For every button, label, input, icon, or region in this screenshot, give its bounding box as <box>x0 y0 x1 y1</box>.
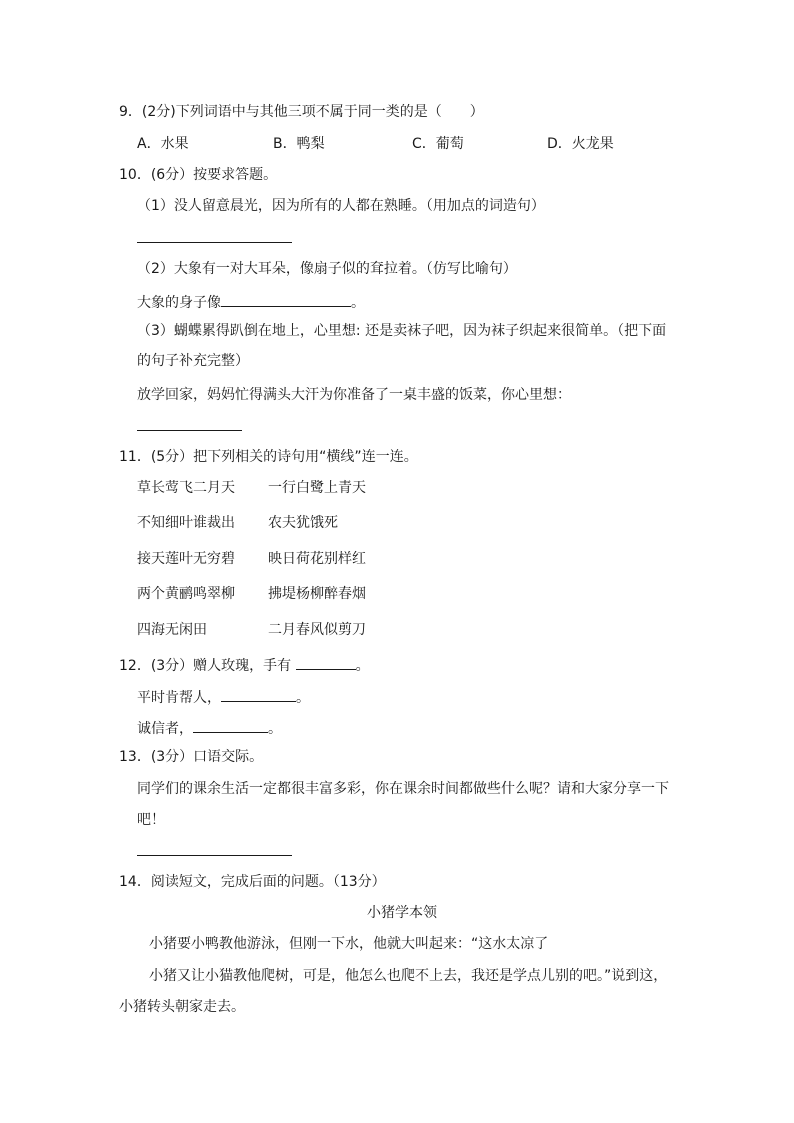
q12-blank-3[interactable] <box>193 716 268 733</box>
q13-body-line1: 同学们的课余生活一定都很丰富多彩，你在课余时间都做些什么呢？请和大家分享一下 <box>137 781 669 797</box>
q9-option-a: A．水果 <box>137 136 189 152</box>
q9-option-c: C．葡萄 <box>412 136 464 152</box>
q11-right-5[interactable]: 二月春风似剪刀 <box>268 622 366 638</box>
q10-sub3-line1: （3）蝴蝶累得趴倒在地上，心里想: 还是卖袜子吧，因为袜子织起来很简单。（把下面 <box>137 323 667 339</box>
q9-stem: 9．(2分)下列词语中与其他三项不属于同一类的是（ ） <box>119 104 484 120</box>
q12-line3-suffix: 。 <box>268 721 282 737</box>
q14-para1: 小猪要小鸭教他游泳，但刚一下水，他就大叫起来：“这水太凉了 <box>149 936 549 952</box>
q12-stem-suffix: 。 <box>355 658 370 674</box>
q10-sub3-line2: 的句子补充完整） <box>137 353 249 369</box>
q11-left-3[interactable]: 接天莲叶无穷碧 <box>137 551 235 567</box>
q9-option-b: B．鸭梨 <box>273 136 325 152</box>
q12-stem <box>119 653 370 676</box>
q11-right-2[interactable]: 农夫犹饿死 <box>268 515 338 531</box>
q14-para2-line1: 小猪又让小猫教他爬树，可是，他怎么也爬不上去，我还是学点儿别的吧。”说到这， <box>149 968 668 984</box>
q12-stem-prefix: 12．(3分）赠人玫瑰，手有 <box>119 658 296 674</box>
q10-sub2: （2）大象有一对大耳朵，像扇子似的耷拉着。（仿写比喻句） <box>137 261 517 277</box>
q14-para2-line2: 小猪转头朝家走去。 <box>119 999 245 1015</box>
q10-stem: 10．(6分）按要求答题。 <box>119 167 278 183</box>
q11-stem: 11．(5分）把下列相关的诗句用“横线”连一连。 <box>119 449 418 465</box>
q10-sub2-blank[interactable] <box>221 290 351 307</box>
q12-line3 <box>137 716 282 739</box>
q11-right-3[interactable]: 映日荷花别样红 <box>268 551 366 567</box>
q10-sub3-prompt: 放学回家，妈妈忙得满头大汗为你准备了一桌丰盛的饭菜，你心里想： <box>137 387 571 403</box>
q12-blank-1[interactable] <box>296 653 356 670</box>
q10-sub2-answer <box>137 290 365 313</box>
q11-left-2[interactable]: 不知细叶谁裁出 <box>137 515 235 531</box>
q11-right-1[interactable]: 一行白鹭上青天 <box>268 480 366 496</box>
q10-sub1: （1）没人留意晨光，因为所有的人都在熟睡。（用加点的词造句） <box>137 198 545 214</box>
q11-left-4[interactable]: 两个黄鹂鸣翠柳 <box>137 586 235 602</box>
q10-sub1-answer-line[interactable] <box>137 242 292 243</box>
q14-passage-title: 小猪学本领 <box>367 905 437 921</box>
q11-left-5[interactable]: 四海无闲田 <box>137 622 207 638</box>
q12-blank-2[interactable] <box>221 685 296 702</box>
q13-body-line2: 吧！ <box>137 812 165 828</box>
q9-option-d: D．火龙果 <box>547 136 614 152</box>
q11-right-4[interactable]: 拂堤杨柳醉春烟 <box>268 586 366 602</box>
q14-stem: 14．阅读短文，完成后面的问题。（13分） <box>119 874 386 890</box>
q10-sub2-prefix: 大象的身子像 <box>137 295 221 311</box>
q13-stem: 13．(3分）口语交际。 <box>119 749 264 765</box>
q12-line2-suffix: 。 <box>296 690 310 706</box>
q10-sub3-answer-line[interactable] <box>137 430 242 431</box>
q11-left-1[interactable]: 草长莺飞二月天 <box>137 480 235 496</box>
q12-line2 <box>137 685 310 708</box>
q13-answer-line[interactable] <box>137 855 292 856</box>
q10-sub2-suffix: 。 <box>351 295 365 311</box>
q12-line2-prefix: 平时肯帮人， <box>137 690 221 706</box>
q12-line3-prefix: 诚信者， <box>137 721 193 737</box>
